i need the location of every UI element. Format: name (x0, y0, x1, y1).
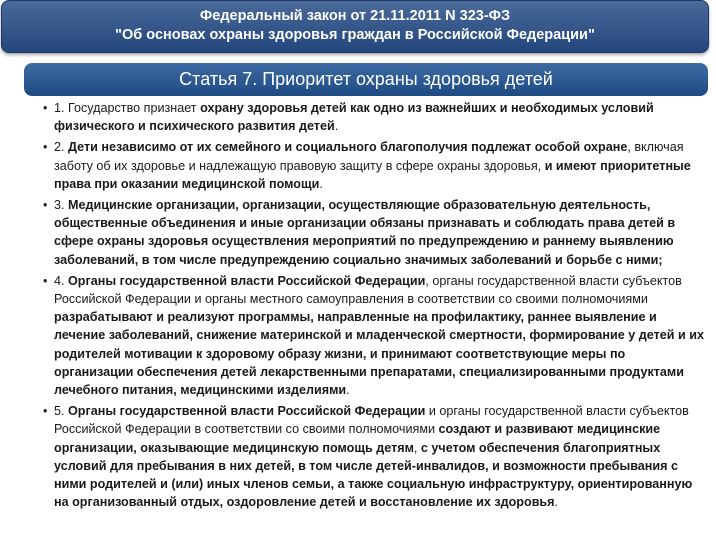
bullet-icon: • (43, 273, 48, 288)
item-text-segment: разрабатывают и реализуют программы, направленные на профилактику, раннее выявление и лечение заболеваний, снижение материнской и младенческой смертности, формирование у детей и их родителей мотивации к здоровому образу жизни, и принимают соответствующие меры по организации обеспечения детей лекарственными препаратами, специализированными продуктами лечебного питания, медицинскими изделиями (54, 310, 705, 398)
item-text-segment: Органы государственной власти Российской Федерации (68, 404, 426, 419)
bullet-icon: • (43, 198, 48, 213)
item-text-segment: с учетом обеспечения благоприятных условий для пребывания в них детей, в том числе детей-инвалидов, и возможности пребывания с ними родителей и (или) иных членов семьи, а также социальную инфраструктуру, ориентированную на организованный отдых, оздоровление детей и восстановление их здоровья (54, 440, 693, 510)
article-title: Статья 7. Приоритет охраны здоровья детей (24, 63, 708, 96)
list-item (43, 99, 705, 135)
item-text-segment: . (319, 176, 323, 191)
item-text-segment: и имеют приоритетные права при оказании медицинской помощи (54, 158, 691, 191)
law-title-banner (1, 0, 709, 53)
bullet-icon: • (43, 101, 48, 115)
item-text-segment: . (346, 383, 350, 398)
item-text-segment: охрану здоровья детей как одно из важнейших и необходимых условий физического и психического развития детей (54, 101, 654, 134)
bullet-icon: • (43, 404, 48, 419)
item-text-segment: 3. (54, 198, 69, 213)
item-text-segment: , органы государственной власти субъектов Российской Федерации и органы местного самоуправления в соответствии со своими полномочиями (54, 273, 682, 307)
list-item (43, 196, 705, 269)
item-text-segment: 1. Государство признает (54, 101, 201, 115)
item-text-segment: и органы государственной власти субъектов Российской Федерации в соответствии со своими полномочиями (54, 404, 689, 437)
item-text-segment: Медицинские организации, организации, осуществляющие образовательную деятельность, общественные объединения и иные организации обязаны признавать и соблюдать права детей в сфере охраны здоровья осуществления мероприятий по предупреждению и раннему выявлению заболеваний, в том числе предупреждению социально значимых заболеваний и борьбе с ними; (54, 198, 676, 267)
item-text-segment: , (413, 440, 421, 455)
item-text-segment: создают и развивают медицинские организации, оказывающие медицинскую помощь детям (54, 422, 661, 455)
law-title-line-2: "Об основах охраны здоровья граждан в Российской Федерации" (115, 27, 595, 43)
law-title-line-1: Федеральный закон от 21.11.2011 N 323-ФЗ (199, 8, 511, 24)
item-text-segment: , включая заботу об их здоровье и надлежащую правовую защиту в сфере охраны здоровья, (54, 140, 684, 173)
article-items-list (43, 99, 705, 514)
item-text-segment: 2. (54, 140, 69, 155)
item-text-segment: Дети независимо от их семейного и социального благополучия подлежат особой охране (68, 140, 628, 155)
list-item (43, 272, 705, 399)
list-item (43, 402, 705, 511)
item-text-segment: 5. (54, 404, 69, 419)
item-text-segment: . (554, 495, 559, 510)
list-item (43, 138, 705, 193)
item-text-segment: Органы государственной власти Российской Федерации (68, 273, 426, 288)
item-text-segment: . (334, 119, 339, 134)
bullet-icon: • (43, 140, 48, 155)
item-text-segment: 4. (54, 273, 69, 288)
